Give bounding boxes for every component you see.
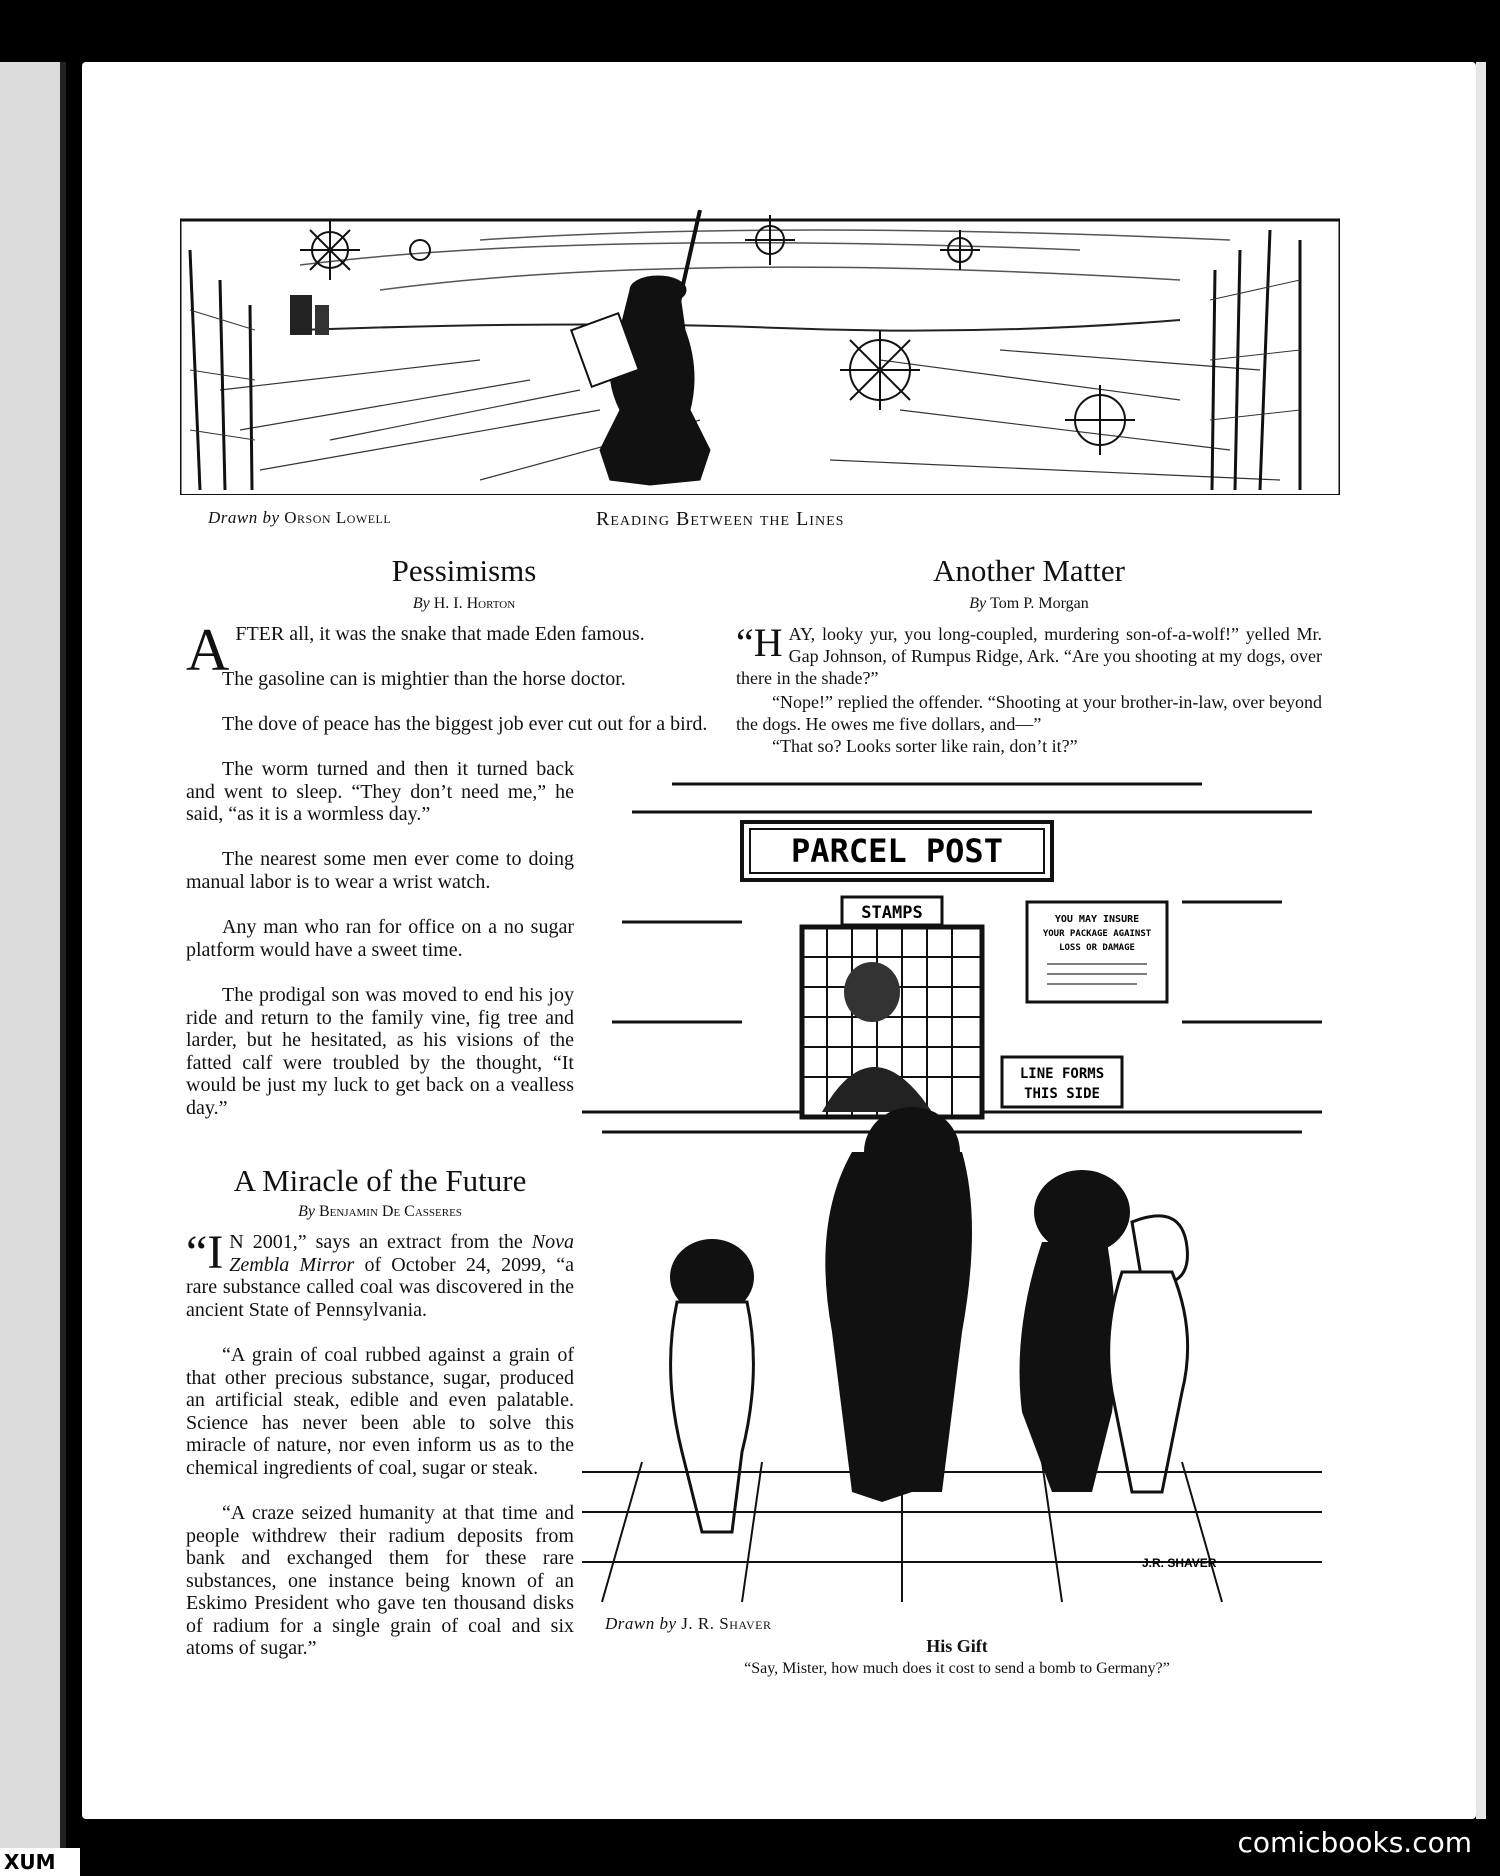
- page-edge: [1476, 62, 1486, 1819]
- site-watermark: comicbooks.com: [1237, 1826, 1472, 1859]
- parcel-post-cartoon: [582, 772, 1332, 1612]
- pessimisms-p4: The worm turned and then it turned back and went to sleep. “They don’t need me,” he said, “as it is a wormless day.”: [186, 758, 574, 825]
- another-matter-byline: By Tom P. Morgan: [969, 595, 1089, 612]
- another-matter-p1: “H AY, looky yur, you long-coupled, murdering son-of-a-wolf!” yelled Mr. Gap Johnson, of Rumpus Ridge, Ark. “Are you shooting at my dogs, over there in the shade?”: [736, 620, 1322, 688]
- cartoon-signature: J.R. SHAVER: [1142, 1556, 1217, 1570]
- pessimisms-p2: The gasoline can is mightier than the horse doctor.: [222, 668, 626, 690]
- pessimisms-byline: By H. I. Horton: [412, 595, 516, 612]
- parcel-post-sign: PARCEL POST: [791, 832, 1003, 870]
- pessimisms-p1: AFTER all, it was the snake that made Eden famous.: [186, 617, 645, 683]
- corner-tag: XUM: [0, 1848, 80, 1876]
- cartoon-title: His Gift: [926, 1636, 988, 1656]
- pessimisms-p6: Any man who ran for office on a no sugar platform would have a sweet time.: [186, 916, 574, 961]
- battlefield-illustration: [180, 210, 1340, 495]
- insure-sign-line1: YOU MAY INSURE: [1054, 914, 1140, 925]
- illustration-credit: Drawn by Orson Lowell: [208, 508, 392, 527]
- pessimisms-p3: The dove of peace has the biggest job ever cut out for a bird.: [222, 713, 708, 735]
- stamps-sign: STAMPS: [861, 903, 923, 923]
- miracle-byline: By Benjamin De Casseres: [298, 1203, 462, 1220]
- insure-sign-line3: LOSS OR DAMAGE: [1059, 943, 1135, 953]
- pessimisms-title: Pessimisms: [391, 553, 537, 588]
- another-matter-p2: “Nope!” replied the offender. “Shooting at your brother-in-law, over beyond the dogs. He owes me five dollars, and—”: [736, 692, 1322, 734]
- line-forms-sign-line1: LINE FORMS: [1019, 1066, 1105, 1082]
- another-matter-title: Another Matter: [933, 553, 1125, 588]
- illustration-title: Reading Between the Lines: [596, 508, 845, 530]
- miracle-p2: “A grain of coal rubbed against a grain of that other precious substance, sugar, produced an artificial steak, edible and even palatable. Science has never been able to solve this miracle of nature, nor even inform us as to the chemical ingredients of coal, sugar or steak.: [186, 1344, 574, 1479]
- another-matter-p3: “That so? Looks sorter like rain, don’t it?”: [772, 736, 1078, 756]
- facing-page-edge: [0, 62, 66, 1862]
- miracle-p3: “A craze seized humanity at that time and people withdrew their radium deposits from bank and exchanged them for these rare substances, one instance being known of an Eskimo President who gave ten thousand disks of radium for a single grain of coal and six atoms of sugar.”: [186, 1502, 574, 1659]
- cartoon-quote: “Say, Mister, how much does it cost to send a bomb to Germany?”: [744, 1660, 1170, 1677]
- line-forms-sign-line2: THIS SIDE: [1024, 1086, 1100, 1102]
- cartoon-credit: Drawn by J. R. Shaver: [605, 1614, 772, 1633]
- insure-sign-line2: YOUR PACKAGE AGAINST: [1042, 929, 1152, 939]
- miracle-title: A Miracle of the Future: [233, 1163, 527, 1198]
- pessimisms-p5: The nearest some men ever come to doing manual labor is to wear a wrist watch.: [186, 848, 574, 893]
- pessimisms-p7: The prodigal son was moved to end his joy ride and return to the family vine, fig tree and larder, but he hesitated, as his visions of the fatted calf were troubled by the thought, “It would be just my luck to get back on a vealless day.”: [186, 984, 574, 1119]
- miracle-p1: “I N 2001,” says an extract from the Nova Zembla Mirror of October 24, 2099, “a rare substance called coal was discovered in the ancient State of Pennsylvania.: [186, 1226, 574, 1321]
